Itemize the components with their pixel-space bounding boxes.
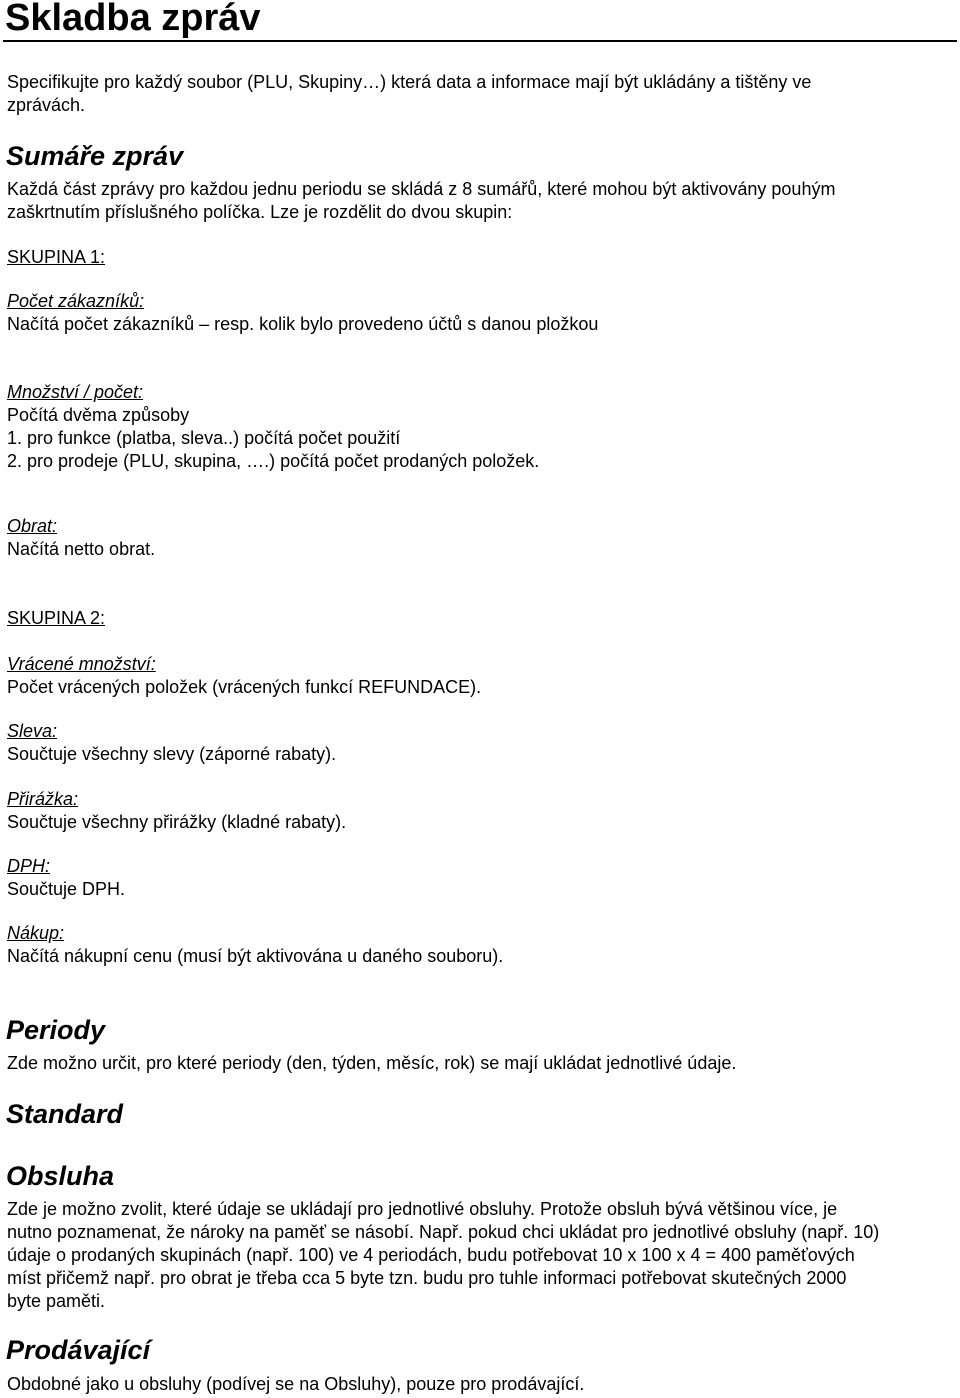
item-nakup bbox=[7, 922, 503, 968]
text-line: byte paměti. bbox=[7, 1291, 106, 1311]
sumare-paragraph bbox=[7, 178, 835, 224]
text-line: Každá část zprávy pro každou jednu periodu se skládá z 8 sumářů, které mohou být aktivovány pouhým bbox=[7, 179, 836, 199]
section-prodavajici bbox=[6, 1334, 150, 1366]
heading: Obsluha bbox=[6, 1161, 115, 1191]
item-dph bbox=[7, 855, 125, 901]
item-label: Vrácené množství: bbox=[7, 654, 156, 674]
list-item: 2. pro prodeje (PLU, skupina, ….) počítá počet prodaných položek. bbox=[7, 451, 540, 471]
text-line: Načítá počet zákazníků – resp. kolik bylo provedeno účtů s danou pložkou bbox=[7, 314, 599, 334]
text-line: Specifikujte pro každý soubor (PLU, Skupiny…) která data a informace mají být ukládány a tištěny ve bbox=[7, 72, 812, 92]
item-label: Množství / počet: bbox=[7, 382, 144, 402]
text-line: Součtuje DPH. bbox=[7, 879, 126, 899]
heading: Prodávající bbox=[6, 1335, 151, 1365]
text-line: Zde je možno zvolit, které údaje se ukládají pro jednotlivé obsluhy. Protože obsluh bývá většinou více, je bbox=[7, 1199, 838, 1219]
item-obrat bbox=[7, 515, 155, 561]
item-label: Obrat: bbox=[7, 516, 58, 536]
obsluha-paragraph bbox=[7, 1198, 879, 1313]
item-label: Přirážka: bbox=[7, 789, 79, 809]
heading: Periody bbox=[6, 1015, 106, 1045]
group-1-heading: SKUPINA 1: bbox=[7, 247, 106, 267]
item-label: Sleva: bbox=[7, 721, 58, 741]
item-sleva bbox=[7, 720, 336, 766]
text-line: zaškrtnutím příslušného políčka. Lze je rozdělit do dvou skupin: bbox=[7, 202, 513, 222]
page-title: Skladba zpráv bbox=[5, 0, 261, 39]
item-vracene bbox=[7, 653, 481, 699]
title-rule bbox=[3, 40, 957, 42]
item-prirazka bbox=[7, 788, 346, 834]
item-mnozstvi bbox=[7, 381, 539, 473]
text-line: nutno poznamenat, že nároky na paměť se násobí. Např. pokud chci ukládat pro jednotlivé obsluhy (např. 10) bbox=[7, 1222, 880, 1242]
heading: Sumáře zpráv bbox=[6, 141, 184, 171]
text-line: Obdobné jako u obsluhy (podívej se na Obsluhy), pouze pro prodávající. bbox=[7, 1374, 585, 1394]
text-line: údaje o prodaných skupinách (např. 100) ve 4 periodách, budu potřebovat 10 x 100 x 4 = 400 paměťových bbox=[7, 1245, 855, 1265]
item-pocet bbox=[7, 290, 598, 336]
group-2-heading: SKUPINA 2: bbox=[7, 608, 106, 628]
section-periody bbox=[6, 1014, 105, 1046]
text-line: Počet vrácených položek (vrácených funkcí REFUNDACE). bbox=[7, 677, 482, 697]
text-line: Načítá netto obrat. bbox=[7, 539, 156, 559]
section-obsluha bbox=[6, 1160, 114, 1192]
text-line: Součtuje všechny slevy (záporné rabaty). bbox=[7, 744, 337, 764]
section-heading-sumare bbox=[6, 140, 183, 172]
heading: Standard bbox=[6, 1099, 124, 1129]
text-line: zprávách. bbox=[7, 95, 86, 115]
text-line: Počítá dvěma způsoby bbox=[7, 405, 190, 425]
section-standard bbox=[6, 1098, 123, 1130]
text-line: Součtuje všechny přirážky (kladné rabaty). bbox=[7, 812, 347, 832]
item-label: DPH: bbox=[7, 856, 51, 876]
item-label: Počet zákazníků: bbox=[7, 291, 145, 311]
text-line: míst přičemž např. pro obrat je třeba cca 5 byte tzn. budu pro tuhle informaci potřebovat skutečných 2000 bbox=[7, 1268, 847, 1288]
intro-paragraph bbox=[7, 71, 811, 117]
item-label: Nákup: bbox=[7, 923, 65, 943]
text-line: Načítá nákupní cenu (musí být aktivována u daného souboru). bbox=[7, 946, 504, 966]
text-line: Zde možno určit, pro které periody (den, týden, měsíc, rok) se mají ukládat jednotlivé údaje. bbox=[7, 1053, 737, 1073]
list-item: 1. pro funkce (platba, sleva..) počítá počet použití bbox=[7, 428, 401, 448]
